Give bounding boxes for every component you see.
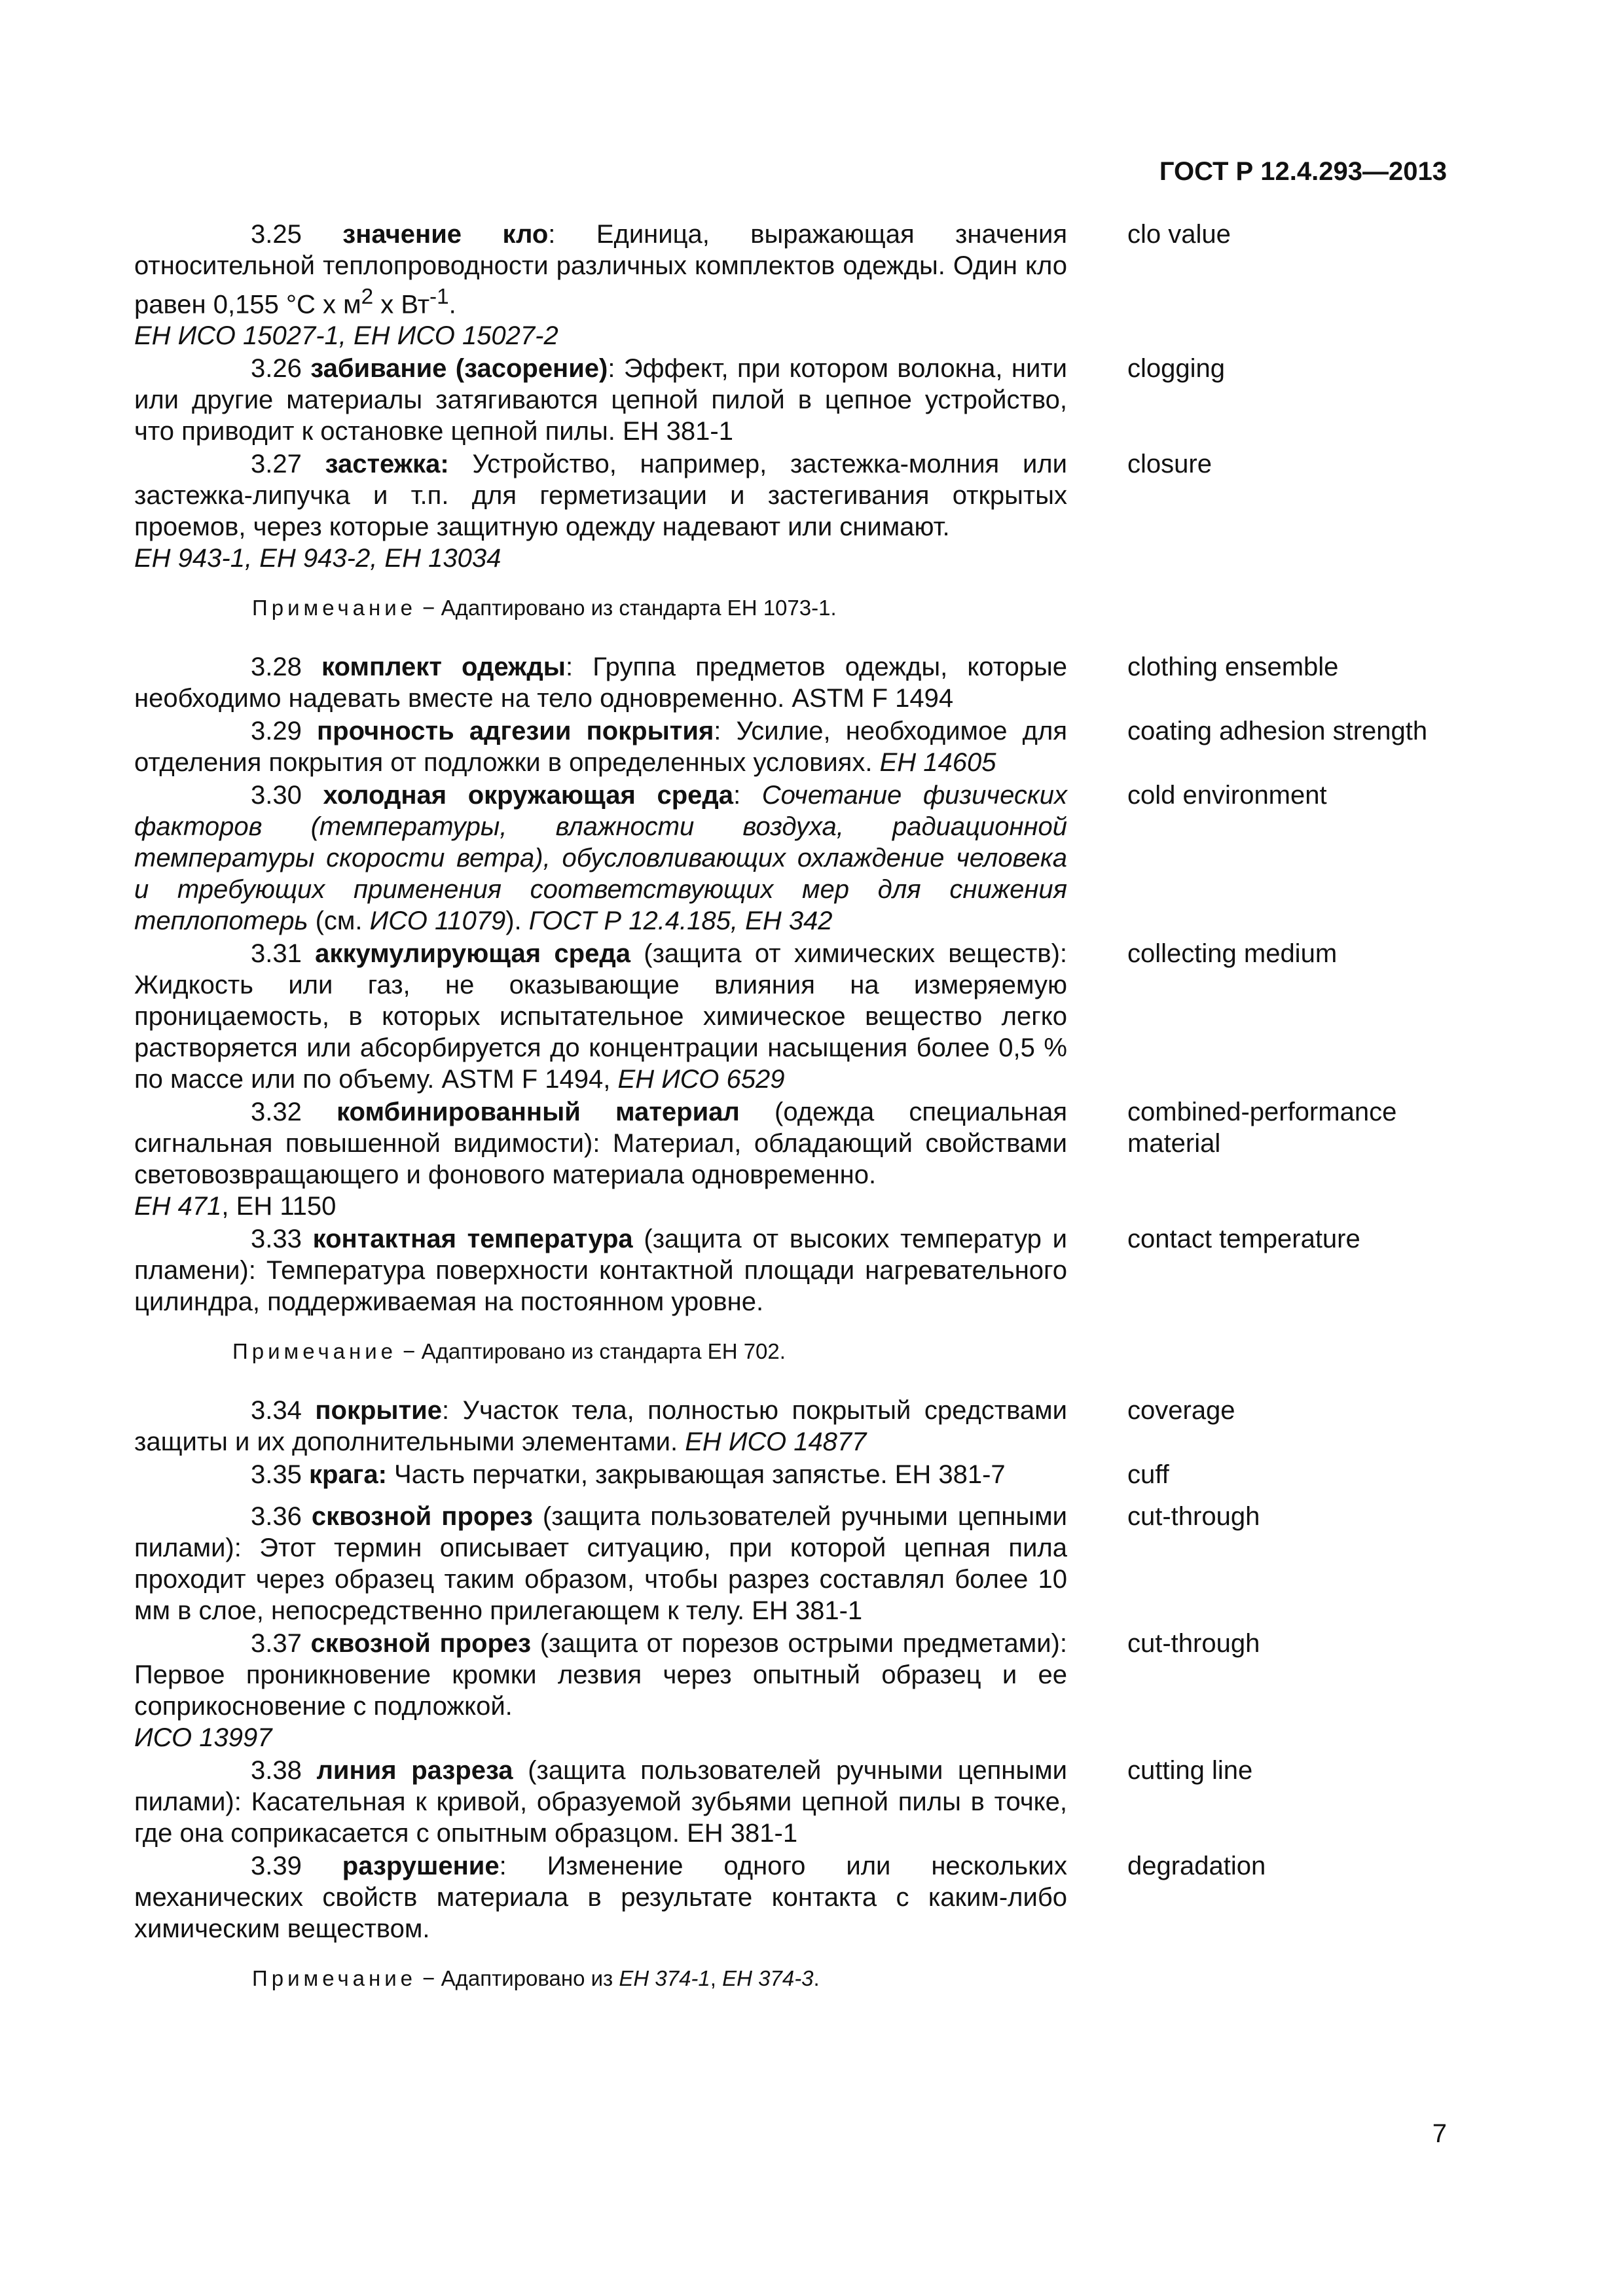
term-definition — [134, 1395, 1067, 1458]
note-text: . — [813, 1966, 820, 1991]
term-reference: ИСО 13997 — [134, 1723, 272, 1753]
term-name: контактная температура — [312, 1225, 633, 1254]
term-english: clo value — [1127, 220, 1231, 249]
term-text: Изменение одного или нескольких механических свойств материала в результате контакта с каким-либо химическим веществом. — [134, 1852, 1067, 1944]
term-reference: ИСО 11079 — [369, 906, 506, 936]
term-english: cutting line — [1127, 1756, 1253, 1785]
term-definition — [134, 1459, 1067, 1490]
term-english: degradation — [1127, 1852, 1266, 1881]
term-entry — [134, 353, 1447, 447]
page-number: 7 — [1432, 2119, 1447, 2148]
term-text: х Вт — [373, 290, 430, 319]
term-separator: : — [608, 354, 615, 384]
term-text: (защита пользователей ручными цепными пилами): Этот термин описывает ситуацию, при которой цепная пила проходит через образец таким образом, чтобы разрез составлял более 10 мм в слое, непосредственно прилегающем к телу. ЕН 381-1 — [134, 1502, 1067, 1626]
note-text: , — [710, 1966, 723, 1991]
term-entry — [134, 938, 1447, 1095]
term-text: (защита от порезов острыми предметами): Первое проникновение кромки лезвия через опытный образец и ее соприкосновение с подложкой. — [134, 1629, 1067, 1721]
term-english: collecting medium — [1127, 939, 1338, 969]
term-entry — [134, 780, 1447, 937]
document-id: ГОСТ Р 12.4.293—2013 — [1159, 157, 1447, 186]
note-text: − Адаптировано из — [416, 1966, 619, 1991]
term-number: 3.38 — [251, 1756, 302, 1785]
term-number: 3.25 — [251, 220, 302, 249]
term-text: Сочетание физических факторов (температуры, влажности воздуха, радиационной температуры скорости ветра), обусловливающих охлаждение человека и требующих применения соответствующих мер для снижения теплопотерь — [134, 781, 1068, 936]
term-definition — [134, 1755, 1067, 1849]
term-number: 3.29 — [251, 717, 302, 746]
superscript: 2 — [361, 285, 374, 309]
term-name: крага: — [308, 1460, 387, 1490]
term-number: 3.39 — [251, 1852, 302, 1881]
term-english: contact temperature — [1127, 1225, 1360, 1254]
term-entry — [134, 1850, 1447, 1945]
term-entry — [134, 1395, 1447, 1458]
term-name: значение кло — [342, 220, 549, 249]
term-definition — [134, 1096, 1067, 1222]
term-number: 3.35 — [251, 1460, 302, 1490]
superscript: -1 — [429, 285, 449, 309]
term-entry — [134, 219, 1447, 351]
term-definition — [134, 448, 1067, 574]
term-reference-line — [134, 1191, 1067, 1222]
term-text: Усилие, необходимое для отделения покрытия от подложки в определенных условиях. — [134, 717, 1067, 778]
term-english: closure — [1127, 450, 1212, 479]
term-number: 3.32 — [251, 1098, 302, 1127]
term-english: clothing ensemble — [1127, 653, 1339, 682]
term-entry — [134, 1223, 1447, 1318]
term-entry — [134, 1755, 1447, 1849]
term-text: Эффект, при котором волокна, нити или другие материалы затягиваются цепной пилой в цепное устройство, что приводит к остановке цепной пилы. ЕН 381-1 — [134, 354, 1067, 446]
term-entry — [134, 715, 1447, 778]
term-number: 3.37 — [251, 1629, 302, 1659]
term-text: (защита от высоких температур и пламени): Температура поверхности контактной площади нагревательного цилиндра, поддерживаемая на постоянном уровне. — [134, 1225, 1067, 1317]
term-separator: : — [499, 1852, 507, 1881]
term-english: cut-through — [1127, 1629, 1260, 1659]
term-separator: : — [565, 653, 574, 682]
term-text: Группа предметов одежды, которые необходимо надевать вместе на тело одновременно. ASTM F 1494 — [134, 653, 1067, 713]
term-number: 3.31 — [251, 939, 302, 969]
term-text: Часть перчатки, закрывающая запястье. ЕН 381-7 — [386, 1460, 1006, 1490]
note — [134, 594, 1447, 622]
term-text: Устройство, например, застежка-молния или застежка-липучка и т.п. для герметизации и застегивания открытых проемов, через которые защитную одежду надевают или снимают. — [134, 450, 1067, 542]
term-separator: : — [548, 220, 556, 249]
term-english: combined-performance material — [1127, 1098, 1397, 1158]
term-text: (защита пользователей ручными цепными пилами): Касательная к кривой, образуемой зубьями цепной пилы в точке, где она соприкасается с опытным образцом. ЕН 381-1 — [134, 1756, 1067, 1848]
term-number: 3.28 — [251, 653, 302, 682]
term-name: сквозной прорез — [310, 1629, 532, 1659]
term-entry — [134, 1096, 1447, 1222]
term-name: комплект одежды — [321, 653, 566, 682]
term-english: cold environment — [1127, 781, 1327, 810]
term-text: ). — [505, 906, 529, 936]
term-definition — [134, 1628, 1067, 1753]
term-text: Единица, выражающая значения относительной теплопроводности различных комплектов одежды. Один кло равен 0,155 °C х м — [134, 220, 1067, 319]
term-text: . — [448, 290, 456, 319]
term-text: Участок тела, полностью покрытый средствами защиты и их дополнительными элементами. — [134, 1396, 1067, 1457]
term-name: застежка: — [325, 450, 449, 479]
term-number: 3.30 — [251, 781, 302, 810]
term-name: разрушение — [342, 1852, 500, 1881]
term-english: coverage — [1127, 1396, 1235, 1426]
term-reference: ГОСТ Р 12.4.185, ЕН 342 — [528, 906, 833, 936]
term-entry — [134, 651, 1447, 714]
note-text: − Адаптировано из стандарта ЕН 1073-1. — [416, 596, 837, 620]
term-reference: ЕН ИСО 6529 — [617, 1065, 785, 1094]
term-reference: ЕН 471 — [134, 1192, 222, 1221]
term-name: покрытие — [315, 1396, 442, 1426]
term-separator: : — [442, 1396, 450, 1426]
term-name: комбинированный материал — [337, 1098, 740, 1127]
note-reference: ЕН 374-1 — [619, 1966, 710, 1991]
term-english: cuff — [1127, 1460, 1169, 1490]
term-entry — [134, 1459, 1447, 1490]
term-definition — [134, 353, 1067, 447]
term-definition — [134, 651, 1067, 714]
note-label: Примечание — [252, 596, 417, 620]
term-separator: : — [733, 781, 762, 810]
note — [134, 1964, 1447, 1993]
term-definition — [134, 219, 1067, 351]
note-label: Примечание — [232, 1339, 397, 1364]
term-reference: , ЕН 1150 — [221, 1192, 337, 1221]
term-reference: ЕН 14605 — [879, 748, 996, 778]
term-reference: ЕН 943-1, ЕН 943-2, ЕН 13034 — [134, 544, 501, 573]
term-entry — [134, 1501, 1447, 1626]
term-reference: ЕН ИСО 14877 — [685, 1427, 867, 1457]
term-number: 3.27 — [251, 450, 302, 479]
term-definition — [134, 1501, 1067, 1626]
term-definition — [134, 780, 1067, 937]
term-english: clogging — [1127, 354, 1226, 384]
term-text: (одежда специальная сигнальная повышенной видимости): Материал, обладающий свойствами световозвращающего и фонового материала одновременно. — [134, 1098, 1067, 1190]
term-definition — [134, 938, 1067, 1095]
term-separator: : — [714, 717, 721, 746]
note — [134, 1337, 1447, 1366]
term-english: coating adhesion strength — [1127, 717, 1428, 746]
term-english: cut-through — [1127, 1502, 1260, 1532]
note-text: − Адаптировано из стандарта ЕН 702. — [397, 1339, 786, 1364]
term-name: сквозной прорез — [311, 1502, 533, 1532]
term-number: 3.26 — [251, 354, 302, 384]
term-text: (защита от химических веществ): Жидкость или газ, не оказывающие влияния на измеряемую проницаемость, в которых испытательное химическое вещество легко растворяется или абсорбируется до концентрации насыщения более 0,5 % по массе или по объему. ASTM F 1494, — [134, 939, 1068, 1094]
term-number: 3.36 — [251, 1502, 302, 1532]
term-definition — [134, 715, 1067, 778]
term-number: 3.33 — [251, 1225, 302, 1254]
terms-list — [134, 219, 1447, 2022]
term-name: холодная окружающая среда — [323, 781, 734, 810]
term-entry — [134, 448, 1447, 574]
term-number: 3.34 — [251, 1396, 302, 1426]
term-definition — [134, 1223, 1067, 1318]
note-reference: ЕН 374-3 — [722, 1966, 814, 1991]
term-entry — [134, 1628, 1447, 1753]
term-name: аккумулирующая среда — [315, 939, 630, 969]
term-name: линия разреза — [316, 1756, 513, 1785]
term-name: прочность адгезии покрытия — [316, 717, 714, 746]
term-definition — [134, 1850, 1067, 1945]
term-name: забивание (засорение) — [310, 354, 608, 384]
note-label: Примечание — [252, 1966, 417, 1991]
term-reference: ЕН ИСО 15027-1, ЕН ИСО 15027-2 — [134, 321, 558, 351]
term-text: (см. — [308, 906, 370, 936]
